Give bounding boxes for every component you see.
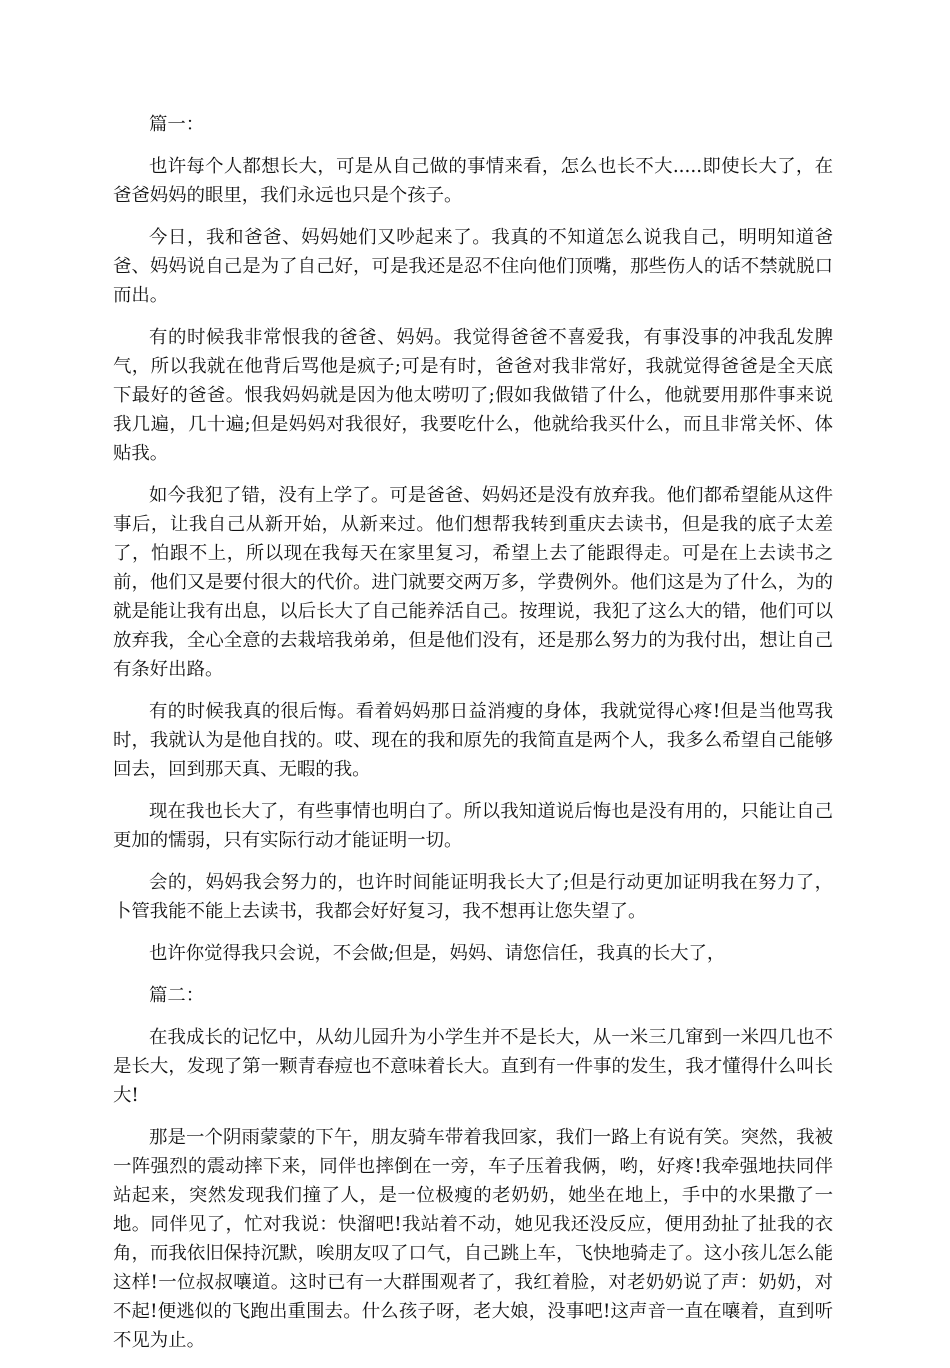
document-page (113, 110, 833, 1368)
paragraph: 也许每个人都想长大，可是从自己做的事情来看，怎么也长不大.....即使长大了，在爸爸妈妈的眼里，我们永远也只是个孩子。 (113, 156, 833, 206)
paragraph: 有的时候我真的很后悔。看着妈妈那日益消瘦的身体，我就觉得心疼!但是当他骂我时，我就认为是他自找的。哎、现在的我和原先的我简直是两个人，我多么希望自己能够回去，回到那天真、无暇的我。 (113, 701, 833, 780)
paragraph: 会的，妈妈我会努力的，也许时间能证明我长大了;但是行动更加证明我在努力了，卜管我能不能上去读书，我都会好好复习，我不想再让您失望了。 (113, 872, 833, 922)
paragraph: 也许你觉得我只会说，不会做;但是，妈妈、请您信任，我真的长大了， (149, 943, 726, 964)
section-heading-2: 篇二： (149, 985, 205, 1006)
paragraph: 如今我犯了错，没有上学了。可是爸爸、妈妈还是没有放弃我。他们都希望能从这件事后，让我自己从新开始，从新来过。他们想帮我转到重庆去读书，但是我的底子太差了，怕跟不上，所以现在我每天在家里复习，希望上去了能跟得走。可是在上去读书之前，他们又是要付很大的代价。进门就要交两万多，学费例外。他们这是为了什么，为的就是能让我有出息，以后长大了自己能养活自己。按理说，我犯了这么大的错，他们可以放弃我，全心全意的去栽培我弟弟，但是他们没有，还是那么努力的为我付出，想让自己有条好出路。 (113, 485, 833, 680)
section-heading-1: 篇一： (149, 114, 205, 135)
paragraph: 那是一个阴雨蒙蒙的下午，朋友骑车带着我回家，我们一路上有说有笑。突然，我被一阵强烈的震动摔下来，同伴也摔倒在一旁，车子压着我俩，哟，好疼!我牵强地扶同伴站起来，突然发现我们撞了人，是一位极瘦的老奶奶，她坐在地上，手中的水果撒了一地。同伴见了，忙对我说：快溜吧!我站着不动，她见我还没反应，便用劲扯了扯我的衣角，而我依旧保持沉默，唉朋友叹了口气，自己跳上车，飞快地骑走了。这小孩儿怎么能这样!一位叔叔嚷道。这时已有一大群围观者了，我红着脸，对老奶奶说了声：奶奶，对不起!便逃似的飞跑出重围去。什么孩子呀，老大娘，没事吧!这声音一直在嚷着，直到听不见为止。 (113, 1127, 833, 1351)
paragraph: 在我成长的记忆中，从幼儿园升为小学生并不是长大，从一米三几窜到一米四几也不是长大，发现了第一颗青春痘也不意味着长大。直到有一件事的发生，我才懂得什么叫长大! (113, 1027, 833, 1106)
paragraph: 今日，我和爸爸、妈妈她们又吵起来了。我真的不知道怎么说我自己，明明知道爸爸、妈妈说自己是为了自己好，可是我还是忍不住向他们顶嘴，那些伤人的话不禁就脱口而出。 (113, 227, 833, 306)
paragraph: 有的时候我非常恨我的爸爸、妈妈。我觉得爸爸不喜爱我，有事没事的冲我乱发脾气，所以我就在他背后骂他是疯子;可是有时，爸爸对我非常好，我就觉得爸爸是全天底下最好的爸爸。恨我妈妈就是因为他太唠叨了;假如我做错了什么，他就要用那件事来说我几遍，几十遍;但是妈妈对我很好，我要吃什么，他就给我买什么，而且非常关怀、体贴我。 (113, 327, 833, 464)
paragraph: 现在我也长大了，有些事情也明白了。所以我知道说后悔也是没有用的，只能让自己更加的懦弱，只有实际行动才能证明一切。 (113, 801, 833, 851)
